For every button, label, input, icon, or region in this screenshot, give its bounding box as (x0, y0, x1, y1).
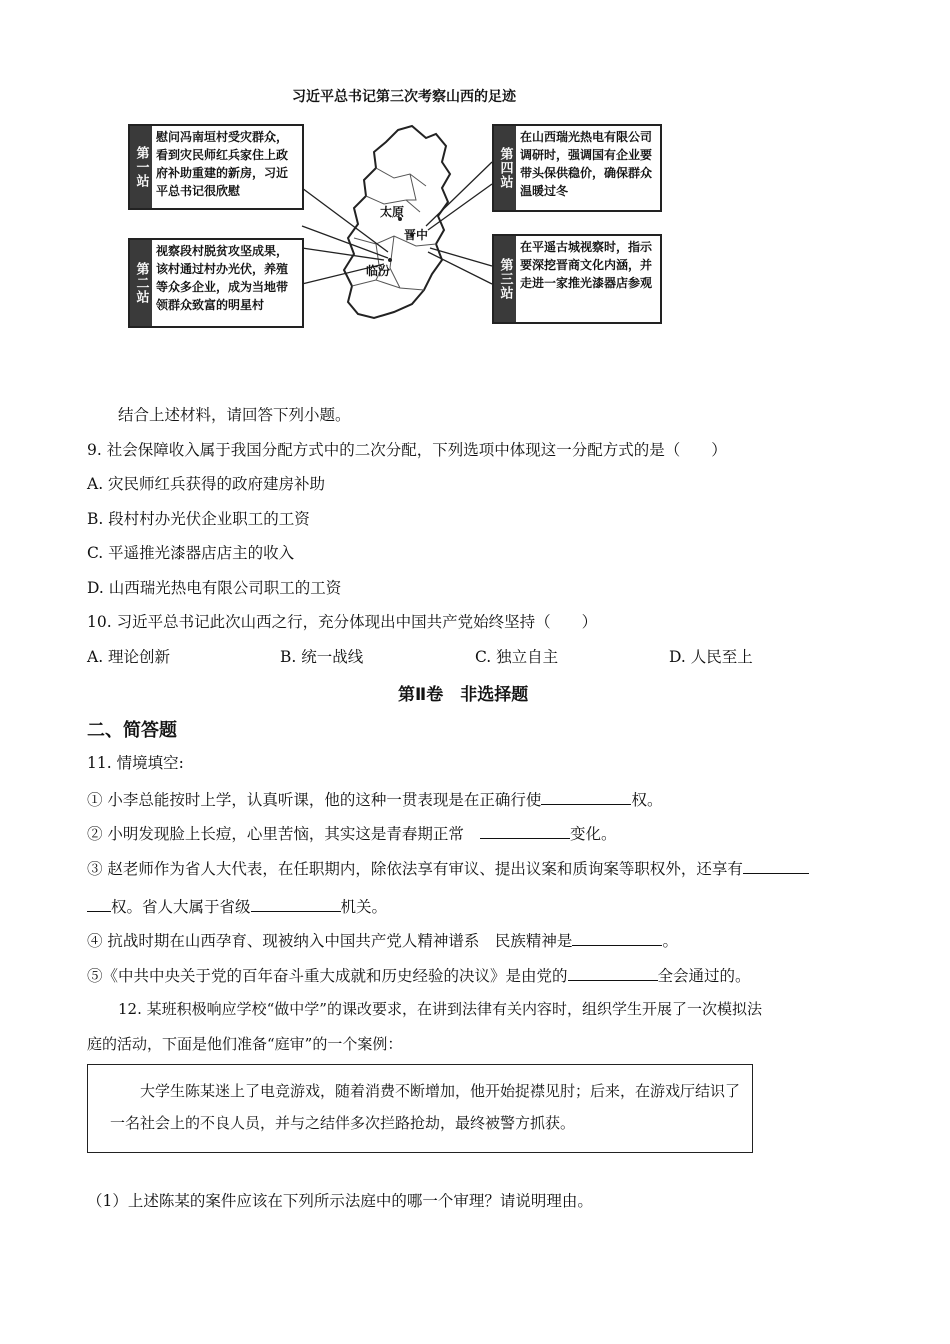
intro-text: 结合上述材料，请回答下列小题。 (118, 406, 351, 424)
station-2-box (128, 238, 304, 328)
q11-item-3-line1 (87, 856, 809, 880)
station-2-text: 视察段村脱贫攻坚成果，该村通过村办光伏，养殖等众多企业，成为当地带领群众致富的明星村 (156, 244, 289, 312)
q11-item-1-text: ① 小李总能按时上学，认真听课，他的这种一贯表现是在正确行使 (87, 791, 542, 809)
station-1-text: 慰问冯南垣村受灾群众，看到灾民师红兵家住上政府补助重建的新房，习近平总书记很欣慰 (156, 130, 289, 198)
q11-item-1-tail: 权。 (631, 791, 663, 809)
q9-option-c: C. 平遥推光漆器店店主的收入 (87, 544, 295, 562)
answer-blank[interactable] (541, 787, 631, 805)
station-2-tag: 第二站 (130, 240, 152, 326)
q10-option-d: D. 人民至上 (669, 648, 753, 666)
answer-blank[interactable] (743, 856, 809, 874)
q11-item-5-text: ⑤《中共中央关于党的百年奋斗重大成就和历史经验的决议》是由党的 (87, 967, 568, 985)
q9-option-a: A. 灾民师红兵获得的政府建房补助 (87, 475, 326, 493)
figure-title: 习近平总书记第三次考察山西的足迹 (292, 89, 516, 105)
q10-option-c: C. 独立自主 (475, 648, 559, 666)
q10-option-b: B. 统一战线 (280, 648, 364, 666)
station-4-text: 在山西瑞光热电有限公司调研时，强调国有企业要带头保供稳价，确保群众温暖过冬 (520, 130, 653, 198)
q11-item-3-tail: 机关。 (340, 898, 388, 916)
answer-blank[interactable] (480, 821, 570, 839)
answer-blank[interactable] (251, 894, 341, 912)
q11-item-2 (87, 821, 616, 845)
q9-stem: 9. 社会保障收入属于我国分配方式中的二次分配，下列选项中体现这一分配方式的是（ ） (87, 441, 727, 459)
map-label-jinzhong: 晋中 (404, 228, 429, 242)
q11-item-5 (87, 963, 751, 987)
q11-item-2-tail: 变化。 (569, 825, 617, 843)
q11-item-5-tail: 全会通过的。 (657, 967, 751, 985)
q12-sub1: （1）上述陈某的案件应该在下列所示法庭中的哪一个审理？请说明理由。 (87, 1192, 593, 1210)
map-label-linfen: 临汾 (366, 264, 391, 278)
station-3-text: 在平遥古城视察时，指示要深挖晋商文化内涵，并走进一家推光漆器店参观 (520, 240, 653, 290)
map-label-taiyuan: 太原 (380, 205, 405, 219)
station-3-box (492, 234, 662, 324)
q10-option-a: A. 理论创新 (87, 648, 171, 666)
q11-item-3-text: ③ 赵老师作为省人大代表，在任职期内，除依法享有审议、提出议案和质询案等职权外，还享有 (87, 860, 743, 878)
q11-stem: 11. 情境填空: (87, 754, 184, 772)
q11-item-3-mid: 权。省人大属于省级 (111, 898, 251, 916)
q12-stem-line2: 庭的活动，下面是他们准备“庭审”的一个案例： (87, 1035, 403, 1053)
case-text: 大学生陈某迷上了电竞游戏，随着消费不断增加，他开始捉襟见肘；后来，在游戏厅结识了一名社会上的不良人员，并与之结伴多次拦路抢劫，最终被警方抓获。 (110, 1082, 741, 1132)
station-1-tag: 第一站 (130, 126, 152, 208)
answer-blank[interactable] (572, 928, 662, 946)
q10-stem: 10. 习近平总书记此次山西之行，充分体现出中国共产党始终坚持（ ） (87, 613, 598, 631)
section-title: 第Ⅱ卷 非选择题 (398, 685, 529, 705)
answer-blank[interactable] (87, 894, 111, 912)
shanxi-map (344, 126, 450, 318)
q12-stem-line1: 12. 某班积极响应学校“做中学”的课改要求，在讲到法律有关内容时，组织学生开展了一次模拟法 (118, 1000, 762, 1018)
station-4-box (492, 124, 662, 212)
q11-item-4-tail: 。 (662, 932, 678, 950)
station-1-box (128, 124, 304, 210)
case-box (87, 1064, 753, 1153)
station-4-tag: 第四站 (494, 126, 516, 210)
q11-item-3-line2 (87, 894, 387, 918)
q9-option-b: B. 段村村办光伏企业职工的工资 (87, 510, 310, 528)
q11-item-4 (87, 928, 678, 952)
q11-item-2-text: ② 小明发现脸上长痘，心里苦恼，其实这是青春期正常 (87, 825, 464, 843)
part-title: 二、简答题 (87, 720, 177, 741)
station-3-tag: 第三站 (494, 236, 516, 322)
answer-blank[interactable] (568, 963, 658, 981)
q11-item-4-text: ④ 抗战时期在山西孕育、现被纳入中国共产党人精神谱系 民族精神是 (87, 932, 573, 950)
q11-item-1 (87, 787, 662, 811)
q9-option-d: D. 山西瑞光热电有限公司职工的工资 (87, 579, 342, 597)
